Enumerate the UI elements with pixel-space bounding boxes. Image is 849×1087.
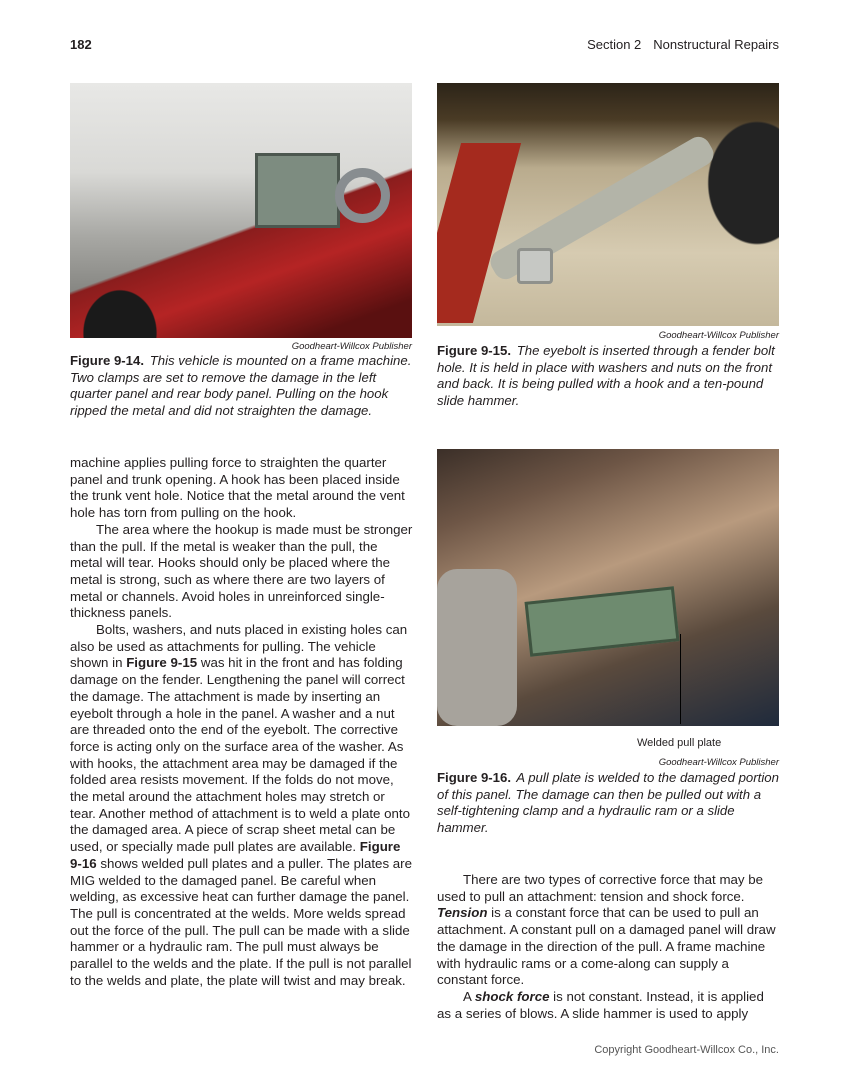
- body-paragraph: [437, 872, 780, 989]
- caption-text: This vehicle is mounted on a frame machine. Two clamps are set to remove the damage in the left quarter panel and rear body panel. Pulling on the hook ripped the metal and did not straighten the damage.: [70, 353, 412, 418]
- body-paragraph: [437, 989, 780, 1022]
- body-text: machine applies pulling force to straighten the quarter panel and trunk opening. A hook has been placed inside the trunk vent hole. Notice that the metal around the vent hole has torn from pulling on the hook.: [70, 455, 405, 521]
- figure-credit: Goodheart-Willcox Publisher: [658, 330, 779, 341]
- figure-label: Figure 9-14.: [70, 353, 145, 368]
- bold-term: shock force: [474, 988, 550, 1004]
- bold-term: Figure 9-16: [70, 839, 401, 871]
- figure-credit: Goodheart-Willcox Publisher: [291, 341, 412, 352]
- body-paragraph: [70, 455, 413, 522]
- body-paragraph: [70, 622, 413, 989]
- caption-text: A pull plate is welded to the damaged portion of this panel. The damage can then be pulled out with a self-tightening clamp and a hydraulic ram or a slide hammer.: [437, 770, 779, 835]
- body-text: The area where the hookup is made must be stronger than the pull. If the metal is weaker than the pull, the metal will tear. Hooks should only be placed where the metal is strong, such as where there are two layers of metal or channels. Avoid holes in unreinforced single-thickness panels.: [70, 521, 413, 621]
- section-title: Nonstructural Repairs: [653, 37, 779, 52]
- callout-label: Welded pull plate: [637, 737, 722, 749]
- copyright-footer: Copyright Goodheart-Willcox Co., Inc.: [594, 1044, 779, 1056]
- figure-caption: [437, 770, 782, 836]
- bold-term: Tension: [437, 905, 488, 921]
- figure-caption: [437, 343, 782, 409]
- right-text-column: [437, 872, 780, 1022]
- body-paragraph: [70, 522, 413, 622]
- figure-9-16-photo: [437, 449, 779, 726]
- bold-term: Figure 9-15: [126, 655, 198, 671]
- section-label: Section 2: [587, 37, 642, 52]
- figure-label: Figure 9-16.: [437, 770, 512, 785]
- figure-caption: [70, 353, 415, 419]
- callout-leader-line: [680, 634, 681, 724]
- body-text: was hit in the front and has folding damage on the fender. Lengthening the panel will correct the damage. The attachment is made by inserting an eyebolt through a hole in the panel. A washer and a nut are threaded onto the end of the eyebolt. The corrective force is acting only on the surface area of the washer. As with hooks, the attachment area may be damaged if the folded area resists movement. If the folds do not move, the metal around the attachment holes may stretch or tear. Another method of attachment is to weld a plate onto the damaged area. A piece of scrap sheet metal can be used, or specially made pull plates are available.: [70, 655, 411, 855]
- body-text: is not constant. Instead, it is applied as a series of blows. A slide hammer is used to apply: [437, 988, 764, 1021]
- figure-label: Figure 9-15.: [437, 343, 512, 358]
- body-text: Bolts, washers, and nuts placed in existing holes can also be used as attachments for pulling. The vehicle shown in: [70, 622, 408, 671]
- body-text: A: [463, 988, 475, 1004]
- running-header: [587, 37, 779, 52]
- figure-credit: Goodheart-Willcox Publisher: [658, 757, 779, 768]
- left-text-column: [70, 455, 413, 990]
- body-text: is a constant force that can be used to pull an attachment. A constant pull on a damaged panel will draw the damage in the direction of the pull. A frame machine with hydraulic rams or a come-along can supply a constant force.: [437, 905, 776, 988]
- figure-9-15-photo: [437, 83, 779, 326]
- figure-9-14-photo: [70, 83, 412, 338]
- page-number: 182: [70, 37, 92, 52]
- body-text: shows welded pull plates and a puller. The plates are MIG welded to the damaged panel. Be careful when welding, as excessive heat can further damage the panel. The pull is concentrated at the welds. More welds spread out the force of the pull. The pull can be made with a slide hammer or a hydraulic ram. The pull must always be parallel to the welds and the plate. If the pull is not parallel to the welds and plate, the plate will twist and may break.: [70, 855, 413, 988]
- caption-text: The eyebolt is inserted through a fender bolt hole. It is held in place with washers and nuts on the front and back. It is being pulled with a hook and a ten-pound slide hammer.: [437, 343, 775, 408]
- body-text: There are two types of corrective force that may be used to pull an attachment: tension and shock force.: [437, 872, 764, 904]
